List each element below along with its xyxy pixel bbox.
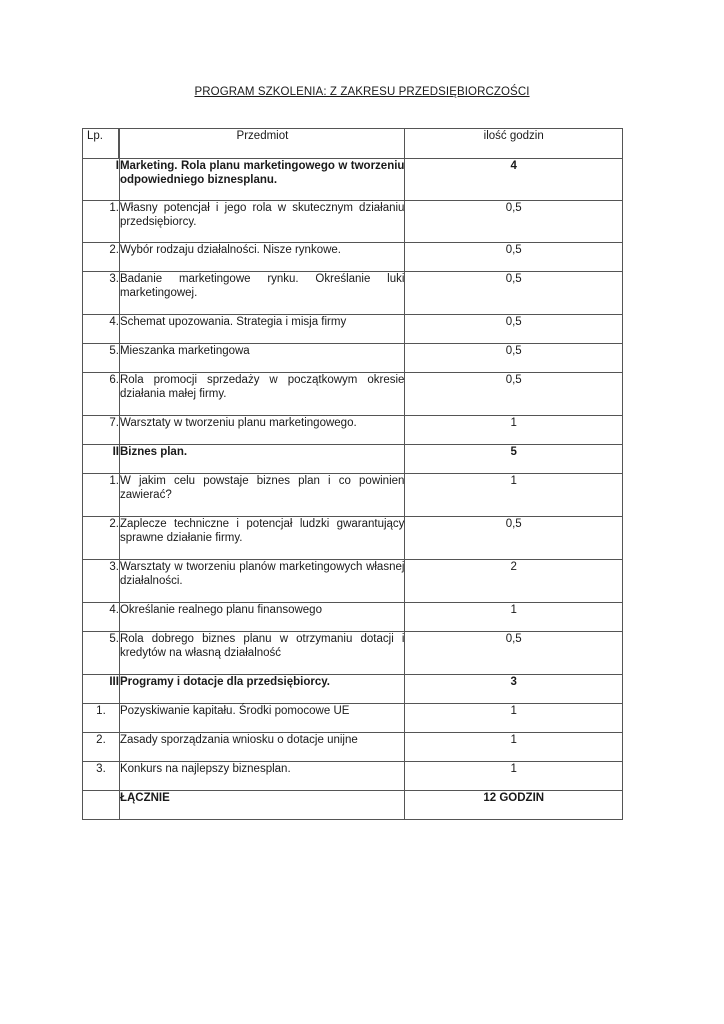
row-subject: Rola dobrego biznes planu w otrzymaniu dotacji i kredytów na własną działalność bbox=[119, 632, 404, 675]
row-hours: 1 bbox=[405, 704, 623, 733]
row-number: 1. bbox=[83, 201, 120, 243]
row-hours: 0,5 bbox=[405, 201, 623, 243]
row-subject: Własny potencjał i jego rola w skutecznym działaniu przedsiębiorcy. bbox=[119, 201, 404, 243]
row-subject: Pozyskiwanie kapitału. Środki pomocowe UE bbox=[119, 704, 404, 733]
row-number: 3. bbox=[83, 762, 120, 791]
row-number: 3. bbox=[83, 560, 120, 603]
table-row bbox=[83, 517, 623, 560]
row-subject: Warsztaty w tworzeniu planu marketingowego. bbox=[119, 416, 404, 445]
row-subject: Zaplecze techniczne i potencjał ludzki gwarantujący sprawne działanie firmy. bbox=[119, 517, 404, 560]
table-row bbox=[83, 344, 623, 373]
row-number: 5. bbox=[83, 344, 120, 373]
table-row bbox=[83, 603, 623, 632]
table-row bbox=[83, 632, 623, 675]
total-row bbox=[83, 791, 623, 820]
row-hours: 0,5 bbox=[405, 243, 623, 272]
training-program-table bbox=[82, 128, 623, 820]
row-subject: Wybór rodzaju działalności. Nisze rynkowe. bbox=[119, 243, 404, 272]
row-hours: 0,5 bbox=[405, 632, 623, 675]
row-subject: Rola promocji sprzedaży w początkowym okresie działania małej firmy. bbox=[119, 373, 404, 416]
table-row bbox=[83, 560, 623, 603]
row-subject: W jakim celu powstaje biznes plan i co powinien zawierać? bbox=[119, 474, 404, 517]
row-number: 6. bbox=[83, 373, 120, 416]
row-hours: 0,5 bbox=[405, 272, 623, 315]
row-number: II bbox=[83, 445, 120, 474]
table-row bbox=[83, 272, 623, 315]
row-number: 2. bbox=[83, 517, 120, 560]
row-number: 5. bbox=[83, 632, 120, 675]
row-number: III bbox=[83, 675, 120, 704]
row-hours: 5 bbox=[405, 445, 623, 474]
table-row bbox=[83, 315, 623, 344]
row-subject: Warsztaty w tworzeniu planów marketingowych własnej działalności. bbox=[119, 560, 404, 603]
row-hours: 1 bbox=[405, 603, 623, 632]
row-number: 4. bbox=[83, 603, 120, 632]
row-subject: Mieszanka marketingowa bbox=[119, 344, 404, 373]
row-number: 4. bbox=[83, 315, 120, 344]
row-hours: 3 bbox=[405, 675, 623, 704]
total-label: ŁĄCZNIE bbox=[119, 791, 404, 820]
table-row bbox=[83, 762, 623, 791]
row-subject: Schemat upozowania. Strategia i misja firmy bbox=[119, 315, 404, 344]
row-number: 2. bbox=[83, 243, 120, 272]
row-hours: 0,5 bbox=[405, 517, 623, 560]
header-hours: ilość godzin bbox=[405, 129, 623, 159]
row-number: 7. bbox=[83, 416, 120, 445]
row-hours: 1 bbox=[405, 762, 623, 791]
row-subject: Konkurs na najlepszy biznesplan. bbox=[119, 762, 404, 791]
row-number: 3. bbox=[83, 272, 120, 315]
row-hours: 0,5 bbox=[405, 315, 623, 344]
table-header-row bbox=[83, 129, 623, 159]
table-row bbox=[83, 373, 623, 416]
row-hours: 0,5 bbox=[405, 344, 623, 373]
row-number: I bbox=[83, 159, 120, 201]
table-row bbox=[83, 445, 623, 474]
table-row bbox=[83, 675, 623, 704]
table-row bbox=[83, 733, 623, 762]
row-number: 1. bbox=[83, 704, 120, 733]
row-number bbox=[83, 791, 120, 820]
table-row bbox=[83, 704, 623, 733]
table-row bbox=[83, 243, 623, 272]
row-number: 1. bbox=[83, 474, 120, 517]
table-row bbox=[83, 159, 623, 201]
row-hours: 0,5 bbox=[405, 373, 623, 416]
row-number: 2. bbox=[83, 733, 120, 762]
table-row bbox=[83, 416, 623, 445]
row-hours: 1 bbox=[405, 416, 623, 445]
table-row bbox=[83, 201, 623, 243]
row-subject: Programy i dotacje dla przedsiębiorcy. bbox=[119, 675, 404, 704]
total-hours: 12 GODZIN bbox=[405, 791, 623, 820]
header-subject: Przedmiot bbox=[119, 129, 404, 159]
row-hours: 2 bbox=[405, 560, 623, 603]
table-row bbox=[83, 474, 623, 517]
header-lp: Lp. bbox=[83, 129, 120, 159]
row-subject: Marketing. Rola planu marketingowego w tworzeniu odpowiedniego biznesplanu. bbox=[119, 159, 404, 201]
row-subject: Określanie realnego planu finansowego bbox=[119, 603, 404, 632]
row-subject: Biznes plan. bbox=[119, 445, 404, 474]
row-hours: 4 bbox=[405, 159, 623, 201]
row-hours: 1 bbox=[405, 474, 623, 517]
document-title: PROGRAM SZKOLENIA: Z ZAKRESU PRZEDSIĘBIORCZOŚCI bbox=[194, 86, 530, 98]
row-subject: Zasady sporządzania wniosku o dotacje unijne bbox=[119, 733, 404, 762]
row-hours: 1 bbox=[405, 733, 623, 762]
row-subject: Badanie marketingowe rynku. Określanie luki marketingowej. bbox=[119, 272, 404, 315]
